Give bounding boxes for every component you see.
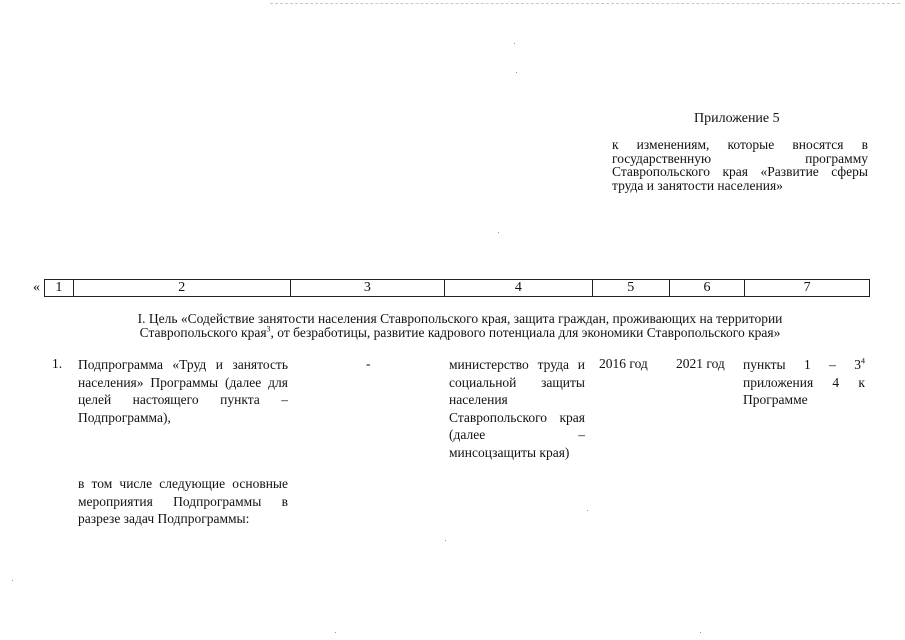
column-number: 2 [73, 280, 290, 297]
col3-value: - [366, 356, 371, 371]
column-number-row [44, 279, 870, 297]
footnote-mark: 4 [861, 356, 865, 366]
column-number: 1 [45, 280, 74, 297]
section-title [90, 312, 830, 340]
scan-speck [514, 43, 515, 44]
scan-speck [700, 632, 701, 633]
subprogram-name: Подпрограмма «Труд и занятость населения» Программы (далее для целей настоящего пункта – Подпрограмма), [78, 357, 288, 425]
scan-speck [498, 232, 499, 233]
column-number: 7 [745, 280, 870, 297]
table-open-quote: « [33, 280, 40, 295]
scan-speck [516, 72, 517, 73]
subprogram-name-continued: в том числе следующие основные мероприятия Подпрограммы в разрезе задач Подпрограммы: [78, 476, 288, 526]
scan-speck [335, 632, 336, 633]
executor: министерство труда и социальной защиты населения Ставропольского края (далее – минсоцзащиты края) [449, 357, 585, 460]
end-year: 2021 год [676, 356, 725, 371]
scan-speck [12, 580, 13, 581]
column-number: 4 [445, 280, 593, 297]
column-number: 3 [290, 280, 444, 297]
appendix-description: к изменениям, которые вносятся в государственную программу Ставропольского края «Развитие сферы труда и занятости населения» [612, 137, 868, 193]
scan-speck [587, 510, 588, 511]
scan-artifact-top [270, 3, 900, 6]
footnote-mark: 3 [266, 324, 271, 334]
section-title-line1: I. Цель «Содействие занятости населения Ставропольского края, защита граждан, проживающих на территории [137, 311, 783, 326]
row-number: 1. [52, 356, 63, 371]
reference: пункты $1 - 3^4$ приложения 4 к Программе [743, 356, 865, 407]
appendix-title: Приложение 5 [694, 111, 780, 126]
column-number: 5 [592, 280, 669, 297]
start-year: 2016 год [599, 356, 648, 371]
scan-speck [445, 540, 446, 541]
section-title-line2: Ставропольского края$^3$, от безработицы, развитие кадрового потенциала для экономики Ставропольского края» [139, 324, 781, 340]
column-number: 6 [669, 280, 744, 297]
